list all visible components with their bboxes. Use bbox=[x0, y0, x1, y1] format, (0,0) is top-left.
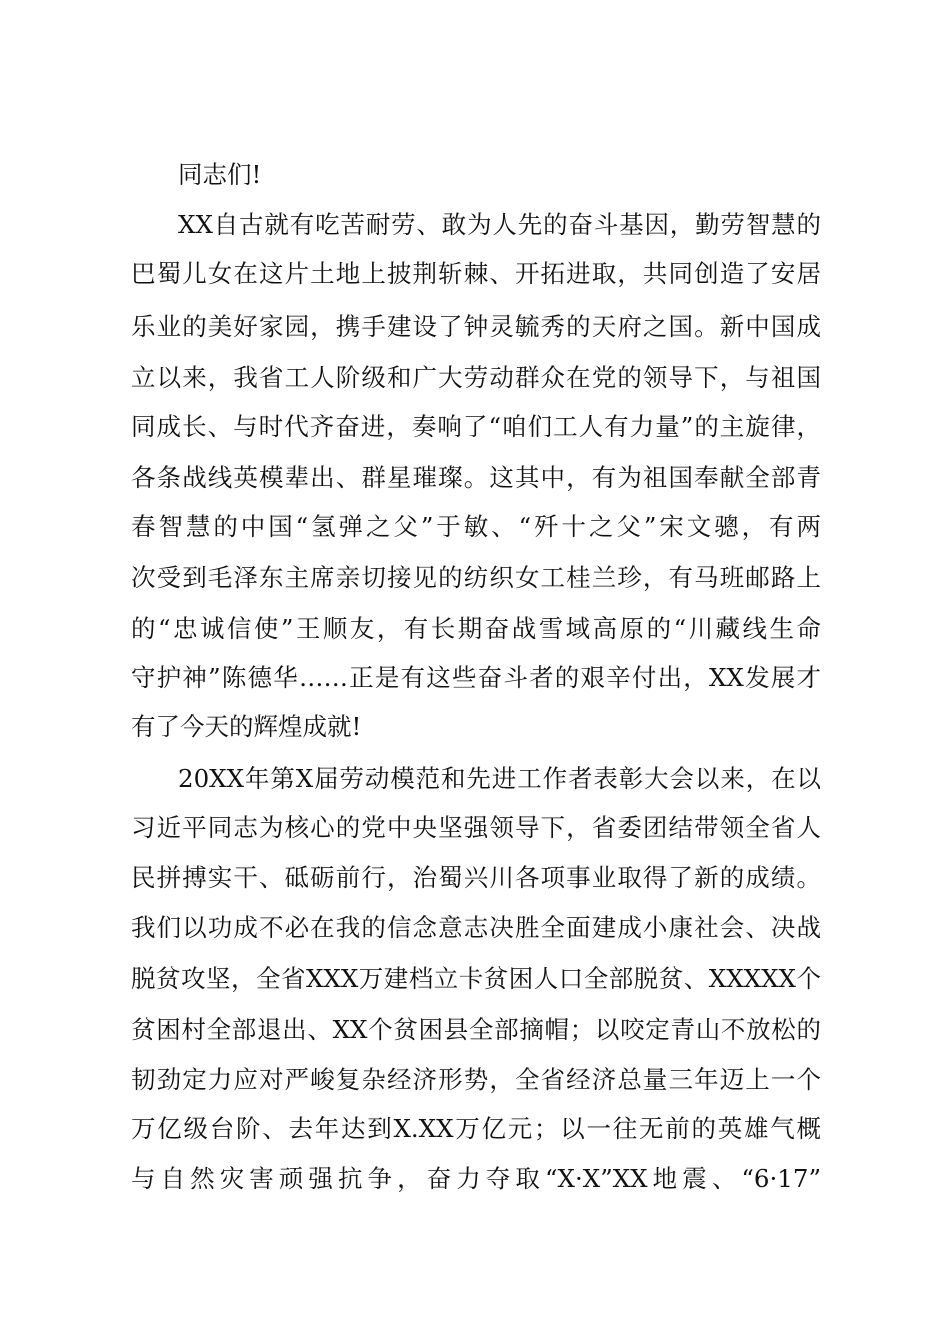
paragraph-2-line-9: 与自然灾害顽强抗争，奋力夺取“X·X”XX地震、“6·17” bbox=[131, 1164, 821, 1193]
paragraph-1-line-10: 守护神”陈德华……正是有这些奋斗者的艰辛付出，XX发展才 bbox=[131, 663, 821, 692]
paragraph-1-line-7: 春智慧的中国“氢弹之父”于敏、“歼十之父”宋文骢，有两 bbox=[131, 512, 821, 541]
paragraph-2-line-3: 民拼搏实干、砥砺前行，治蜀兴川各项事业取得了新的成绩。 bbox=[131, 863, 821, 892]
paragraph-1-line-9: 的“忠诚信使”王顺友，有长期奋战雪域高原的“川藏线生命 bbox=[131, 614, 821, 643]
paragraph-2-line-8: 万亿级台阶、去年达到X.XX万亿元；以一往无前的英雄气概 bbox=[131, 1114, 821, 1143]
paragraph-1-line-6: 各条战线英模辈出、群星璀璨。这其中，有为祖国奉献全部青 bbox=[131, 463, 821, 492]
salutation-line: 同志们! bbox=[178, 160, 262, 189]
paragraph-1-line-4: 立以来，我省工人阶级和广大劳动群众在党的领导下，与祖国 bbox=[131, 363, 821, 392]
paragraph-1-line-2: 巴蜀儿女在这片土地上披荆斩棘、开拓进取，共同创造了安居 bbox=[131, 259, 821, 288]
paragraph-2-line-6: 贫困村全部退出、XX个贫困县全部摘帽；以咬定青山不放松的 bbox=[131, 1015, 821, 1044]
paragraph-2-line-2: 习近平同志为核心的党中央坚强领导下，省委团结带领全省人 bbox=[131, 813, 821, 842]
paragraph-2-line-4: 我们以功成不必在我的信念意志决胜全面建成小康社会、决战 bbox=[131, 913, 821, 942]
paragraph-1-line-8: 次受到毛泽东主席亲切接见的纺织女工桂兰珍，有马班邮路上 bbox=[131, 563, 821, 592]
paragraph-2-line-5: 脱贫攻坚，全省XXX万建档立卡贫困人口全部脱贫、XXXXX个 bbox=[131, 964, 821, 993]
paragraph-1-line-1: XX自古就有吃苦耐劳、敢为人先的奋斗基因，勤劳智慧的 bbox=[178, 210, 821, 239]
paragraph-2-line-1: 20XX年第X届劳动模范和先进工作者表彰大会以来，在以 bbox=[178, 764, 821, 793]
paragraph-2-line-7: 韧劲定力应对严峻复杂经济形势，全省经济总量三年迈上一个 bbox=[131, 1065, 821, 1094]
paragraph-1-line-3: 乐业的美好家园，携手建设了钟灵毓秀的天府之国。新中国成 bbox=[131, 312, 821, 341]
paragraph-1-line-5: 同成长、与时代齐奋进，奏响了“咱们工人有力量”的主旋律， bbox=[131, 412, 821, 441]
paragraph-1-line-11: 有了今天的辉煌成就! bbox=[131, 712, 362, 741]
